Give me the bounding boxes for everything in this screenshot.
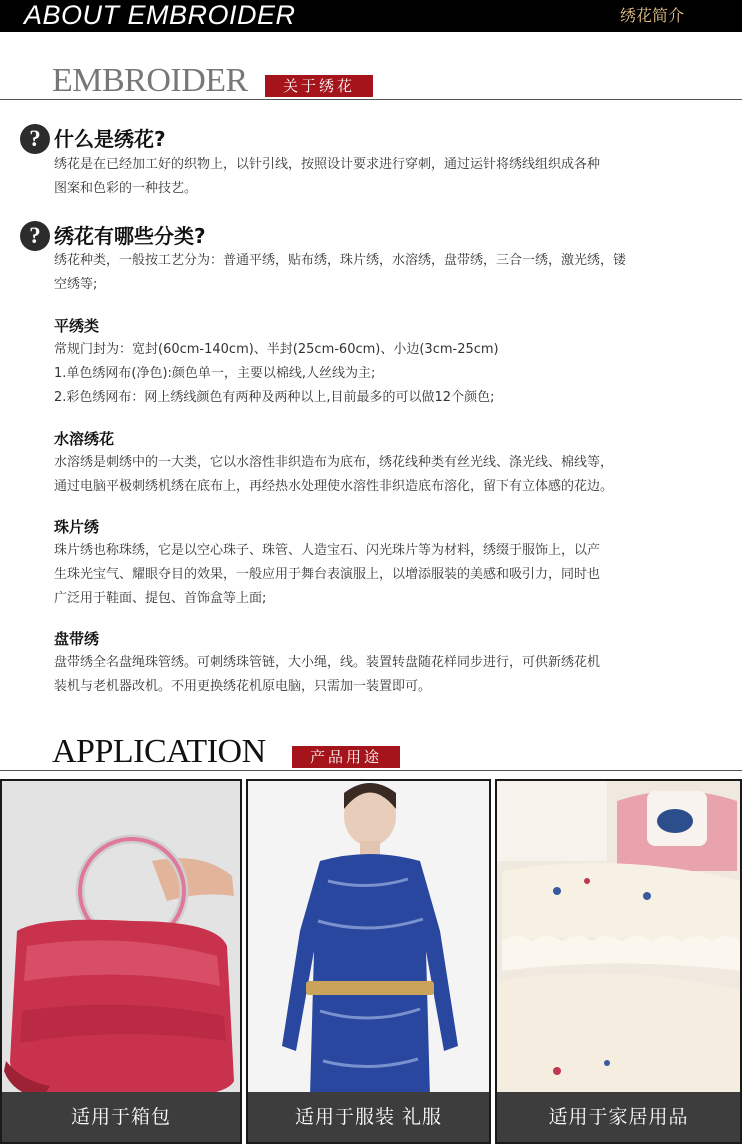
application-heading-cn: 产品用途 bbox=[292, 746, 400, 768]
question-mark-icon: ? bbox=[20, 221, 50, 251]
question-title: 绣花有哪些分类? bbox=[54, 224, 206, 248]
category-title: 珠片绣 bbox=[54, 518, 100, 536]
dress-model-illustration bbox=[248, 781, 491, 1144]
application-heading-en: APPLICATION bbox=[52, 733, 266, 770]
category-title: 盘带绣 bbox=[54, 630, 100, 648]
text-line: 通过电脑平极刺绣机绣在底布上，再经热水处理使水溶性非织造底布溶化，留下有立体感的花边。 bbox=[54, 479, 614, 494]
text-line: 盘带绣全名盘绳珠管绣。可刺绣珠管链，大小绳，线。装置转盘随花样同步进行，可供新绣花机 bbox=[54, 655, 601, 670]
photo-caption: 适用于服装 礼服 bbox=[248, 1092, 489, 1142]
banner-subtitle: 绣花简介 bbox=[619, 6, 684, 25]
question-mark-icon: ? bbox=[20, 124, 50, 154]
text-line: 常规门封为：宽封(60cm-140cm)、半封(25cm-60cm)、小边(3cm-25cm) bbox=[54, 342, 499, 357]
answer-paragraph bbox=[54, 153, 690, 201]
answer-paragraph bbox=[54, 249, 690, 297]
application-photo-dress bbox=[246, 779, 491, 1144]
embroider-heading-en: EMBROIDER bbox=[52, 62, 248, 99]
category-paragraph bbox=[54, 651, 690, 699]
top-banner bbox=[0, 0, 742, 32]
text-line: 珠片绣也称珠绣，它是以空心珠子、珠管、人造宝石、闪光珠片等为材料，绣缀于服饰上，以产 bbox=[54, 543, 601, 558]
bedding-illustration bbox=[497, 781, 742, 1144]
category-paragraph bbox=[54, 338, 690, 410]
text-line: 1.单色绣网布(净色):颜色单一，主要以棉线,人丝线为主; bbox=[54, 366, 376, 381]
banner-title: ABOUT EMBROIDER bbox=[24, 0, 296, 30]
embroider-heading-cn: 关于绣花 bbox=[265, 75, 373, 97]
text-line: 2.彩色绣网布：网上绣线颜色有两种及两种以上,目前最多的可以做12个颜色; bbox=[54, 390, 495, 405]
text-line: 图案和色彩的一种技艺。 bbox=[54, 181, 198, 196]
application-photo-home bbox=[495, 779, 742, 1144]
text-line: 绣花种类，一般按工艺分为：普通平绣，贴布绣，珠片绣，水溶绣，盘带绣，三合一绣，激光绣，镂 bbox=[54, 253, 627, 268]
application-section-header bbox=[0, 731, 742, 771]
handbag-illustration bbox=[2, 781, 242, 1144]
question-title: 什么是绣花? bbox=[54, 127, 166, 151]
section-divider bbox=[0, 99, 742, 100]
text-line: 装机与老机器改机。不用更换绣花机原电脑，只需加一装置即可。 bbox=[54, 679, 432, 694]
text-line: 广泛用于鞋面、提包、首饰盒等上面; bbox=[54, 591, 267, 606]
application-photo-bag bbox=[0, 779, 242, 1144]
text-line: 空绣等; bbox=[54, 277, 98, 292]
text-line: 绣花是在已经加工好的织物上，以针引线，按照设计要求进行穿刺，通过运针将绣线组织成各种 bbox=[54, 157, 601, 172]
category-paragraph bbox=[54, 451, 690, 499]
photo-caption: 适用于箱包 bbox=[2, 1092, 240, 1142]
category-title: 水溶绣花 bbox=[54, 430, 115, 448]
embroider-section-header bbox=[0, 60, 742, 100]
photo-caption: 适用于家居用品 bbox=[497, 1092, 740, 1142]
category-paragraph bbox=[54, 539, 690, 611]
category-title: 平绣类 bbox=[54, 317, 100, 335]
text-line: 水溶绣是刺绣中的一大类，它以水溶性非织造布为底布，绣花线种类有丝光线、涤光线、棉线等， bbox=[54, 455, 614, 470]
section-divider bbox=[0, 770, 742, 771]
text-line: 生珠光宝气、耀眼夺目的效果，一般应用于舞台表演服上，以增添服装的美感和吸引力，同时也 bbox=[54, 567, 601, 582]
